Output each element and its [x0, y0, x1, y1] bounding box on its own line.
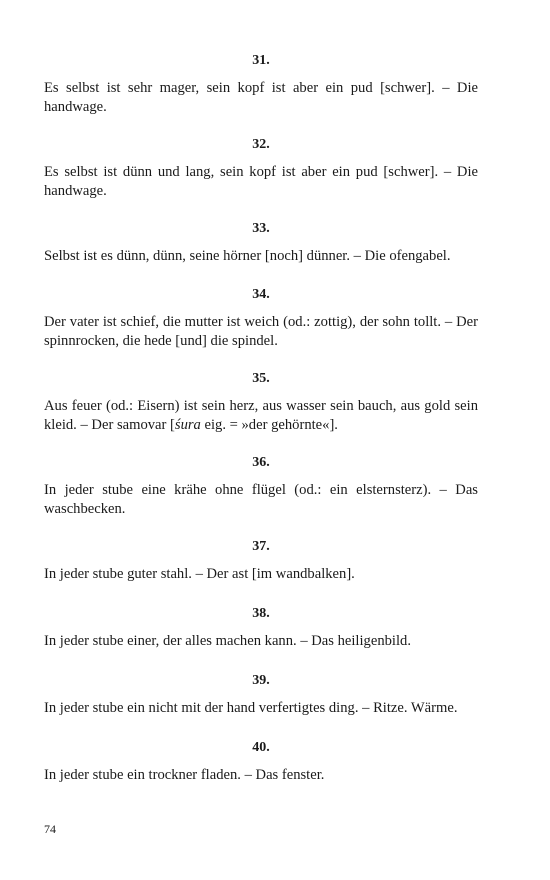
riddle-number: 39.	[252, 673, 270, 688]
riddle-text: In jeder stube einer, der alles machen kann. – Das heiligenbild.	[44, 633, 411, 649]
riddle-entry-31	[44, 52, 478, 117]
riddle-number: 33.	[252, 221, 270, 236]
riddle-text: In jeder stube ein trockner fladen. – Das fenster.	[44, 767, 325, 783]
riddle-entry-32	[44, 136, 478, 201]
riddle-number: 36.	[252, 455, 270, 470]
riddle-number: 40.	[252, 740, 270, 755]
riddle-text: Der vater ist schief, die mutter ist weich (od.: zottig), der sohn tollt. – Der spinnrocken, die hede [und] die spindel.	[44, 314, 478, 349]
riddle-number: 35.	[252, 371, 270, 386]
riddle-text: In jeder stube ein nicht mit der hand verfertigtes ding. – Ritze. Wärme.	[44, 700, 458, 716]
riddle-number: 31.	[252, 53, 270, 68]
riddle-text-main: Aus feuer (od.: Eisern) ist sein herz, aus wasser sein bauch, aus gold sein kleid. – Der samovar [	[44, 398, 478, 433]
riddle-text: Es selbst ist dünn und lang, sein kopf ist aber ein pud [schwer]. – Die handwage.	[44, 164, 478, 199]
riddle-number: 34.	[252, 287, 270, 302]
riddle-text: Selbst ist es dünn, dünn, seine hörner [noch] dünner. – Die ofengabel.	[44, 248, 451, 264]
riddle-text-tail: eig. = »der gehörnte«].	[200, 417, 338, 433]
riddle-entry-40	[44, 739, 478, 785]
page-number: 74	[44, 822, 56, 836]
riddle-number: 32.	[252, 137, 270, 152]
riddle-number: 38.	[252, 606, 270, 621]
riddle-entry-37	[44, 538, 478, 584]
riddle-entry-39	[44, 672, 478, 718]
riddle-text-italic: śura	[174, 417, 201, 433]
riddle-text: In jeder stube guter stahl. – Der ast [im wandbalken].	[44, 566, 355, 582]
riddle-number: 37.	[252, 539, 270, 554]
riddle-entry-35	[44, 370, 478, 435]
riddle-entry-36	[44, 454, 478, 519]
riddle-entry-34	[44, 286, 478, 351]
riddle-text: Es selbst ist sehr mager, sein kopf ist aber ein pud [schwer]. – Die handwage.	[44, 80, 478, 115]
riddle-text: In jeder stube eine krähe ohne flügel (od.: ein elsternsterz). – Das waschbecken.	[44, 482, 478, 517]
riddle-entry-38	[44, 605, 478, 651]
riddle-entry-33	[44, 220, 478, 266]
riddle-text	[44, 397, 478, 435]
